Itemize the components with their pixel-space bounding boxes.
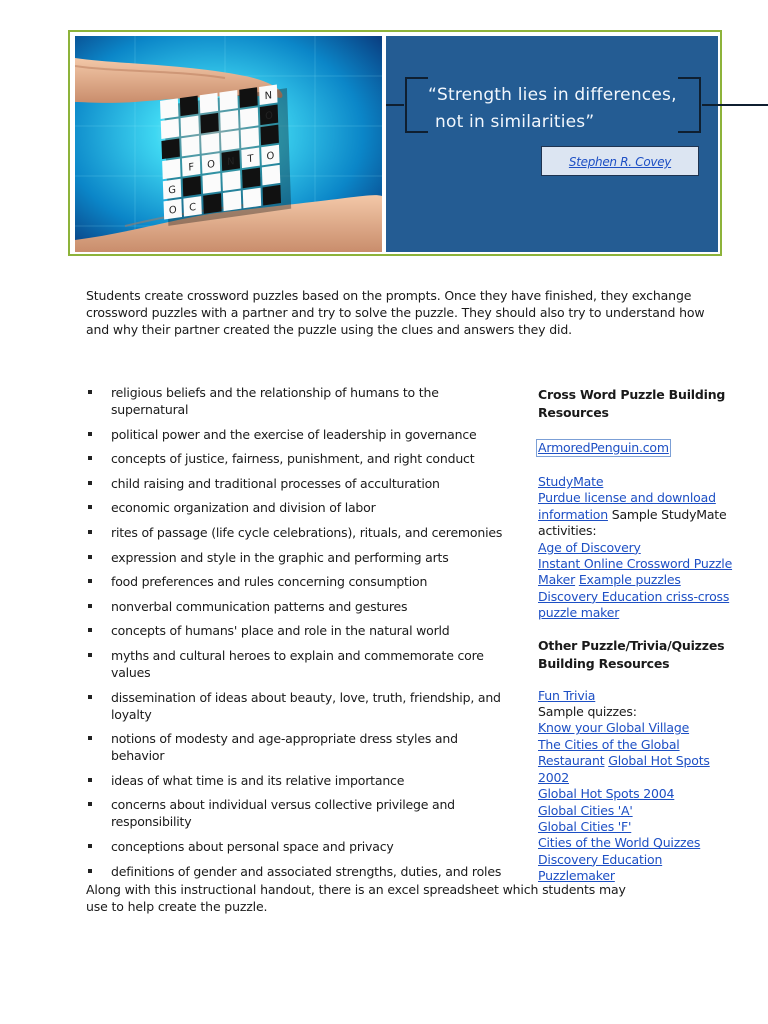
crossword-white-cell [202,173,220,194]
prompt-item [88,689,508,723]
crossword-letter: O [264,110,274,123]
bullet-marker [88,456,92,460]
crossword-letter: N [264,90,273,103]
prompt-text: religious beliefs and the relationship of humans to the supernatural [111,385,439,417]
crossword-white-cell [223,190,241,211]
other-resources-heading: Other Puzzle/Trivia/Quizzes Building Resources [538,637,725,671]
crossword-black-cell [203,193,221,214]
crossword-white-cell [241,127,259,148]
crossword-white-cell [220,110,238,131]
prompt-text: expression and style in the graphic and performing arts [111,549,449,565]
bullet-marker [88,869,92,873]
bullet-marker [88,481,92,485]
prompt-text: ideas of what time is and its relative importance [111,772,405,788]
prompt-text: conceptions about personal space and privacy [111,838,394,854]
example-puzzles-link[interactable]: Example puzzles [578,572,681,588]
know-global-village-link[interactable]: Know your Global Village [538,720,690,736]
bullet-marker [88,390,92,394]
instant-crossword-maker-link[interactable]: Instant Online Crossword Puzzle Maker [538,556,733,588]
crossword-letter: C [188,201,197,214]
quote-brackets [386,36,768,252]
global-cities-a-link[interactable]: Global Cities 'A' [538,802,633,818]
crossword-white-cell [181,116,199,137]
discovery-crisscross-link[interactable]: Discovery Education criss-cross puzzle maker [538,588,730,621]
bullet-marker [88,778,92,782]
crossword-black-cell [180,96,198,117]
prompt-item [88,730,508,764]
crossword-white-cell [221,130,239,151]
prompt-item [88,475,508,492]
quote-line-2: not in similarities” [435,112,595,132]
global-cities-f-link[interactable]: Global Cities 'F' [538,818,632,834]
bullet-marker [88,653,92,657]
crossword-black-cell [260,125,278,146]
crossword-resources-heading: Cross Word Puzzle Building Resources [538,387,726,420]
crossword-white-cell [161,118,179,139]
crossword-letter: G [168,184,177,197]
fun-trivia-link[interactable]: Fun Trivia [538,687,596,703]
bullet-marker [88,579,92,583]
crossword-white-cell [243,188,261,209]
quote-line-1: “Strength lies in differences, [428,85,677,105]
crossword-white-cell [262,165,280,186]
cities-global-restaurant-link[interactable]: The Cities of the Global Restaurant [538,736,680,769]
crossword-letter: F [188,161,195,174]
crossword-letter: O [168,204,177,217]
crossword-letter: O [266,150,275,163]
prompt-item [88,863,508,880]
bullet-marker [88,695,92,699]
crossword-black-cell [263,185,281,206]
studymate-link[interactable]: StudyMate [538,474,604,489]
prompt-item [88,549,508,566]
sample-studymate-label: Sample StudyMate activities: [538,506,727,539]
crossword-letter: O [206,158,216,171]
bullet-marker [88,628,92,632]
crossword-black-cell [161,139,179,160]
prompt-text: food preferences and rules concerning consumption [111,574,428,590]
cities-world-quizzes-link[interactable]: Cities of the World Quizzes [538,835,701,851]
prompt-item [88,838,508,855]
crossword-white-cell [240,107,258,128]
prompt-list [88,384,508,887]
prompt-text: child raising and traditional processes of acculturation [111,475,440,491]
armoredpenguin-link[interactable]: ArmoredPenguin.com [538,440,669,455]
quote-author-link[interactable]: Stephen R. Covey [568,155,672,169]
prompt-text: concepts of justice, fairness, punishment, and right conduct [111,451,475,467]
prompt-item [88,598,508,615]
crossword-letter: N [226,156,235,169]
prompt-item [88,622,508,639]
bullet-marker [88,604,92,608]
bullet-marker [88,802,92,806]
intro-paragraph: Students create crossword puzzles based on the prompts. Once they have finished, they exchange crossword puzzles with a partner and try to solve the puzzle. They should also try to understand how and why their partner created the puzzle using the clues and answers they did. [86,288,705,337]
prompt-item [88,772,508,789]
bullet-marker [88,530,92,534]
prompt-text: concerns about individual versus collective privilege and responsibility [111,797,455,830]
crossword-hands-image [75,36,382,252]
prompt-item [88,384,508,418]
bullet-marker [88,555,92,559]
crossword-white-cell [160,98,178,119]
prompt-item [88,796,508,830]
outro-paragraph: Along with this instructional handout, there is an excel spreadsheet which students may use to help create the puzzle. [86,882,626,914]
prompt-item [88,499,508,516]
global-hot-spots-2002-link[interactable]: Global Hot Spots 2002 [538,753,710,785]
prompt-text: economic organization and division of labor [111,500,376,516]
prompt-text: nonverbal communication patterns and gestures [111,598,408,614]
prompt-text: notions of modesty and age-appropriate dress styles and behavior [111,731,458,764]
crossword-white-cell [222,170,240,191]
prompt-text: dissemination of ideas about beauty, love, truth, friendship, and loyalty [111,689,501,722]
crossword-white-cell [219,90,237,111]
prompt-item [88,450,508,467]
crossword-white-cell [162,159,180,180]
quote-author-box [541,146,699,176]
crossword-black-cell [239,87,257,108]
prompt-item [88,647,508,681]
prompt-text: concepts of humans' place and role in the natural world [111,623,450,639]
prompt-text: political power and the exercise of leadership in governance [111,426,477,442]
bullet-marker [88,736,92,740]
purdue-license-link[interactable]: Purdue license and download information [538,490,716,522]
prompt-item [88,524,508,541]
bullet-marker [88,432,92,436]
sample-quizzes-label: Sample quizzes: [538,704,637,720]
crossword-white-cell [201,133,219,154]
global-hot-spots-2004-link[interactable]: Global Hot Spots 2004 [538,786,675,802]
crossword-letter: T [247,153,254,166]
crossword-black-cell [200,113,218,134]
bullet-marker [88,844,92,848]
crossword-white-cell [200,93,218,114]
resources-sidebar [538,386,738,885]
crossword-black-cell [183,176,201,197]
prompt-item [88,426,508,443]
crossword-black-cell [242,168,260,189]
prompt-item [88,573,508,590]
quote-text [428,82,728,136]
prompt-text: rites of passage (life cycle celebrations), rituals, and ceremonies [111,524,503,540]
bullet-marker [88,505,92,509]
prompt-text: definitions of gender and associated strengths, duties, and roles [111,863,502,879]
crossword-white-cell [181,136,199,157]
age-of-discovery-link[interactable]: Age of Discovery [538,539,641,555]
discovery-puzzlemaker-link[interactable]: Discovery Education Puzzlemaker [538,851,663,884]
prompt-text: myths and cultural heroes to explain and commemorate core values [111,647,484,680]
